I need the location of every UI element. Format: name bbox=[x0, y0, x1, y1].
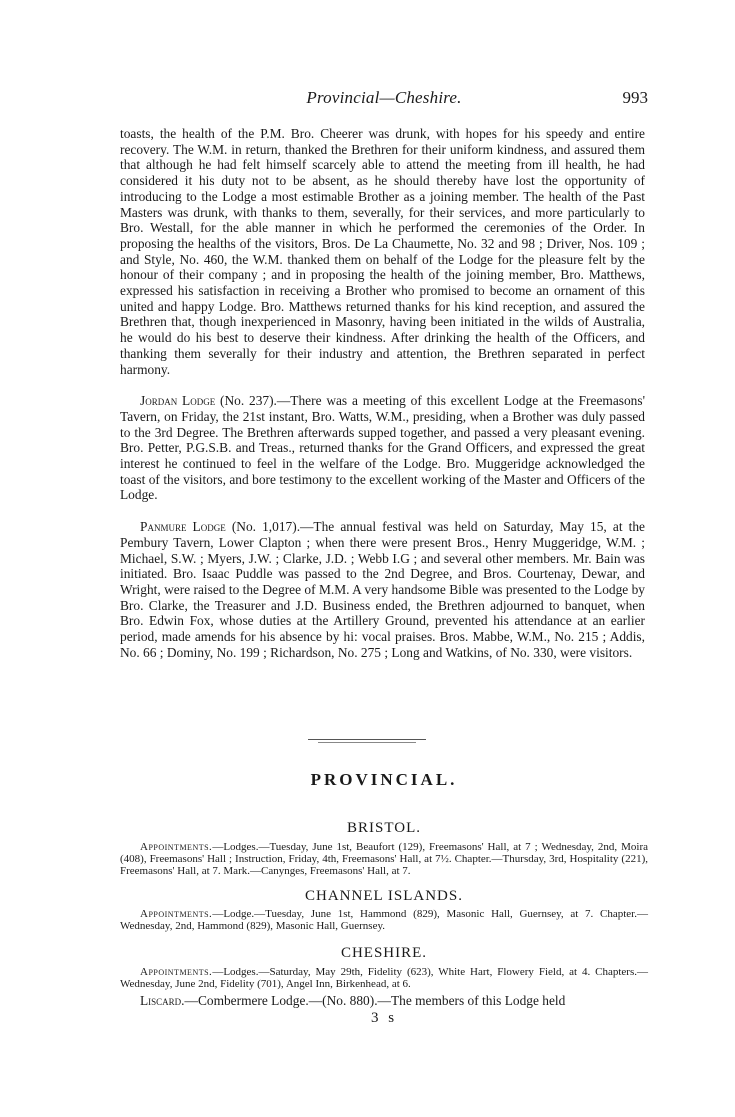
page-number: 993 bbox=[622, 88, 648, 107]
section-divider bbox=[308, 739, 426, 740]
appointments-text: —Lodge.—Tuesday, June 1st, Hammond (829), Masonic Hall, Guernsey, at 7. Chapter.—Wednesday, 2nd, Hammond (829), Masonic Hall, Guernsey. bbox=[120, 908, 648, 933]
paragraph-text: —Combermere Lodge.—(No. 880).—The members of this Lodge held bbox=[184, 993, 566, 1008]
article-body bbox=[120, 126, 645, 677]
section-divider-inner bbox=[318, 742, 416, 743]
section-body-channel-islands bbox=[120, 908, 648, 932]
paragraph-jordan-lodge bbox=[120, 393, 645, 503]
paragraph-toasts bbox=[120, 126, 645, 377]
liscard-paragraph bbox=[120, 993, 648, 1008]
paragraph-panmure-lodge bbox=[120, 519, 645, 660]
running-title: Provincial—Cheshire. bbox=[306, 88, 462, 107]
section-heading-cheshire: CHESHIRE. bbox=[340, 945, 428, 961]
appointments-text: —Lodges.—Tuesday, June 1st, Beaufort (129), Freemasons' Hall, at 7 ; Wednesday, 2nd, Moira (408), Freemasons' Hall ; Instruction, Friday, 4th, Freemasons' Hall, at 7½. Chapter.—Thursday, 3rd, Hospitality (221), Freemasons' Hall, at 7. Mark.—Canynges, Freemasons' Hall, at 7. bbox=[120, 841, 648, 878]
appointments-label: Appointments. bbox=[140, 966, 213, 978]
section-heading-bristol: BRISTOL. bbox=[347, 820, 421, 836]
section-heading-channel-islands: CHANNEL ISLANDS. bbox=[305, 888, 463, 904]
paragraph-text: (No. 237).—There was a meeting of this excellent Lodge at the Freemasons' Tavern, on Friday, the 21st instant, Bro. Watts, W.M., presiding, when a Brother was duly passed to the 3rd Degree. The Brethren afterwards supped together, and passed a very pleasant evening. Bro. Petter, P.G.S.B. and Treas., returned thanks for the Grand Officers, and expressed the great interest he continued to feel in the welfare of the Lodge. Bro. Muggeridge acknowledged the toast of the visitors, and bore testimony to the excellent working of the Master and Officers of the Lodge. bbox=[120, 393, 645, 503]
lodge-name: Jordan Lodge bbox=[140, 393, 216, 409]
paragraph-text: toasts, the health of the P.M. Bro. Cheerer was drunk, with hopes for his speedy and entire recovery. The W.M. in return, thanked the Brethren for their uniform kindness, and assured them that although he had felt himself scarcely able to attend the meeting from ill health, he had considered it his duty not to be absent, as he should thereby have lost the opportunity of introducing to the Lodge a most estimable Brother as a joining member. The health of the Past Masters was drunk, with thanks to them, severally, for their services, and more particularly to Bro. Westall, for the able manner in which he performed the ceremonies of the Order. In proposing the healths of the visitors, Bros. De La Chaumette, No. 32 and 98 ; Driver, Nos. 109 ; and Style, No. 460, the W.M. thanked them on behalf of the Lodge for the pleasure felt by the honour of their company ; and in proposing the health of the joining member, Bro. Matthews, expressed his satisfaction in receiving a Brother who promised to become an ornament of this united and happy Lodge. Bro. Matthews returned thanks for his kind reception, and assured the Brethren that, though inexperienced in Masonry, having been initiated in the wilds of Australia, he would do his best to deserve their kindness. After drinking the health of the Officers, and thanking them severally for their industry and attention, the Brethren separated in perfect harmony. bbox=[120, 126, 645, 377]
running-head bbox=[120, 88, 648, 110]
appointments-label: Appointments. bbox=[140, 908, 213, 920]
signature-mark: 3 s bbox=[370, 1010, 398, 1026]
appointments-text: —Lodges.—Saturday, May 29th, Fidelity (623), White Hart, Flowery Field, at 4. Chapters.—Wednesday, June 2nd, Fidelity (701), Angel Inn, Birkenhead, at 6. bbox=[120, 966, 648, 991]
lodge-name: Panmure Lodge bbox=[140, 519, 226, 535]
section-body-bristol bbox=[120, 841, 648, 878]
paragraph-text: (No. 1,017).—The annual festival was held on Saturday, May 15, at the Pembury Tavern, Lower Clapton ; when there were present Bros., Henry Muggeridge, W.M. ; Michael, S.W. ; Myers, J.W. ; Clarke, J.D. ; Webb I.G ; and several other members. Mr. Bain was initiated. Bro. Isaac Puddle was passed to the 2nd Degree, and Bros. Courtenay, Dewar, and Wright, were raised to the Degree of M.M. A very handsome Bible was presented to the Lodge by Bro. Clarke, the Treasurer and J.D. Business ended, the Brethren adjourned to banquet, when Bro. Edwin Fox, whose duties at the Artillery Ground, prevented his attendance at an earlier period, made amends for his absence by hi: vocal praises. Bros. Mabbe, W.M., No. 215 ; Addis, No. 66 ; Dominy, No. 199 ; Richardson, No. 275 ; Long and Watkins, of No. 330, were visitors. bbox=[120, 519, 645, 660]
section-body-cheshire bbox=[120, 966, 648, 990]
place-name: Liscard. bbox=[140, 993, 185, 1008]
appointments-label: Appointments. bbox=[140, 841, 213, 853]
provincial-heading: PROVINCIAL. bbox=[310, 770, 458, 789]
